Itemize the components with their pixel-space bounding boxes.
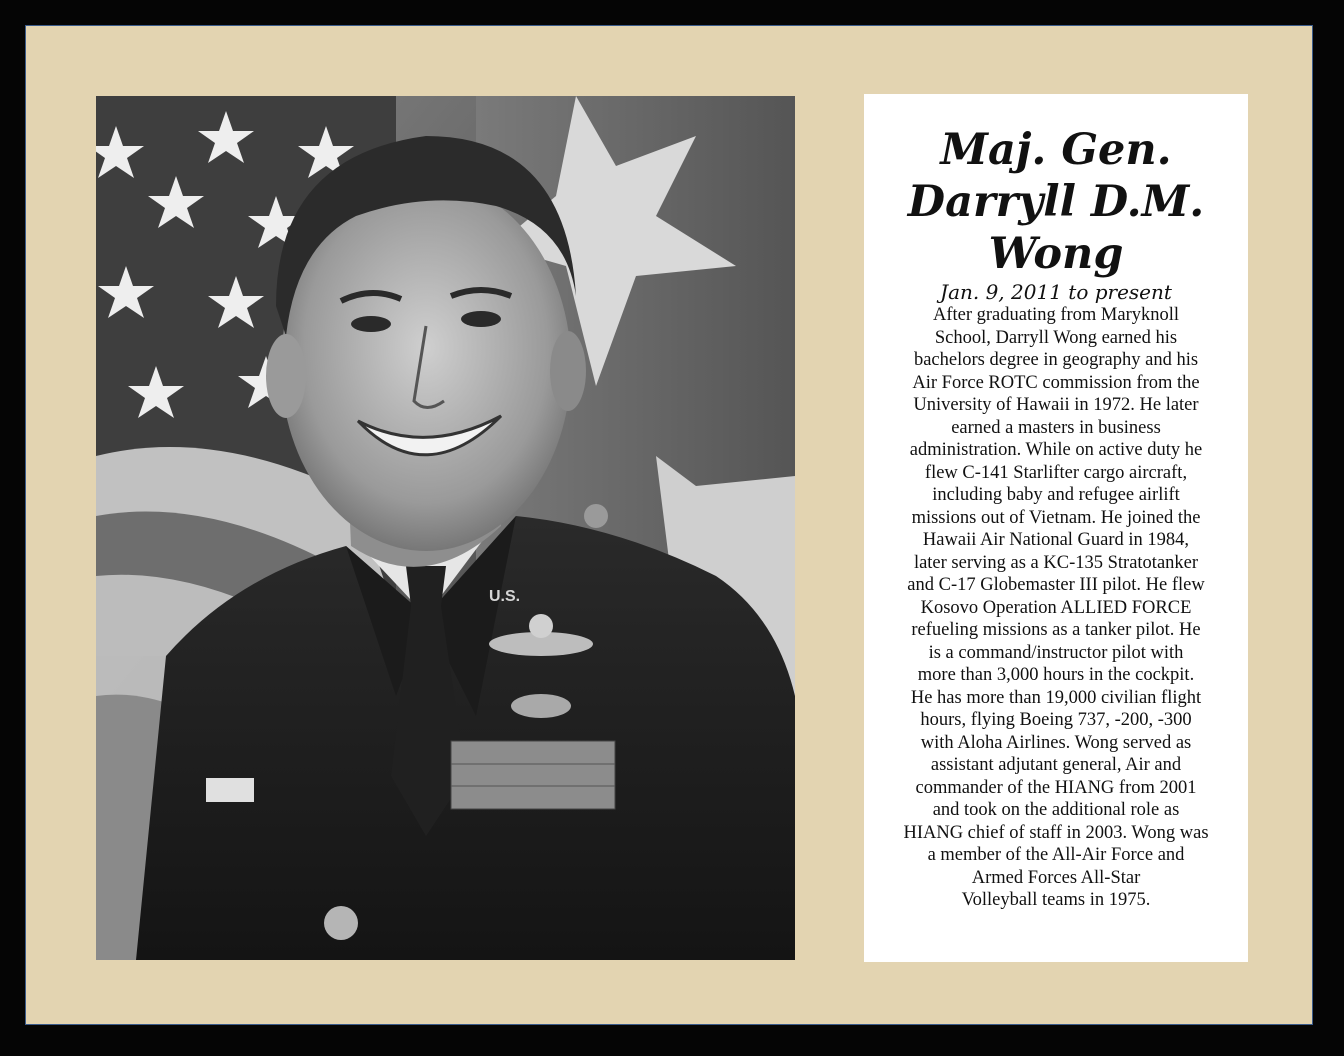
bio-line: missions out of Vietnam. He joined the xyxy=(911,507,1201,528)
bio-line: School, Darryll Wong earned his xyxy=(934,327,1178,348)
bio-line: administration. While on active duty he xyxy=(909,440,1203,460)
name-line: Darryll D.M. xyxy=(907,177,1205,227)
biography-text xyxy=(864,304,1248,912)
bio-line: He has more than 19,000 civilian flight xyxy=(910,687,1202,708)
bio-line: University of Hawaii in 1972. He later xyxy=(913,395,1199,415)
bio-line: including baby and refugee airlift xyxy=(932,485,1180,505)
bio-line: refueling missions as a tanker pilot. He xyxy=(911,620,1201,640)
bio-line: assistant adjutant general, Air and xyxy=(930,755,1182,775)
bio-line: Armed Forces All-Star xyxy=(971,867,1141,888)
bio-line: with Aloha Airlines. Wong served as xyxy=(920,732,1192,753)
bio-line: Kosovo Operation ALLIED FORCE xyxy=(920,597,1192,618)
officer-name xyxy=(864,124,1248,280)
bio-line: later serving as a KC-135 Stratotanker xyxy=(913,552,1199,573)
us-insignia: U.S. xyxy=(489,588,521,605)
bio-line: After graduating from Maryknoll xyxy=(932,305,1180,325)
bio-line: Hawaii Air National Guard in 1984, xyxy=(922,530,1190,550)
tenure-dates: Jan. 9, 2011 to present xyxy=(940,280,1172,304)
bio-line: Air Force ROTC commission from the xyxy=(912,372,1200,393)
name-line: Wong xyxy=(988,229,1124,279)
name-line: Maj. Gen. xyxy=(940,125,1172,175)
bio-line: more than 3,000 hours in the cockpit. xyxy=(917,665,1195,685)
portrait-photo xyxy=(96,96,795,960)
bio-line: and took on the additional role as xyxy=(932,800,1180,820)
bio-line: a member of the All-Air Force and xyxy=(927,845,1185,865)
bio-line: flew C-141 Starlifter cargo aircraft, xyxy=(924,462,1188,483)
bio-line: hours, flying Boeing 737, -200, -300 xyxy=(920,710,1192,730)
bio-line: commander of the HIANG from 2001 xyxy=(915,777,1197,798)
bio-line: Volleyball teams in 1975. xyxy=(961,890,1151,910)
biography-card xyxy=(864,94,1248,962)
bio-line: earned a masters in business xyxy=(951,417,1161,438)
bio-line: HIANG chief of staff in 2003. Wong was xyxy=(903,822,1209,843)
bio-line: is a command/instructor pilot with xyxy=(928,642,1184,663)
bio-line: bachelors degree in geography and his xyxy=(913,350,1199,370)
bio-line: and C-17 Globemaster III pilot. He flew xyxy=(907,575,1205,595)
